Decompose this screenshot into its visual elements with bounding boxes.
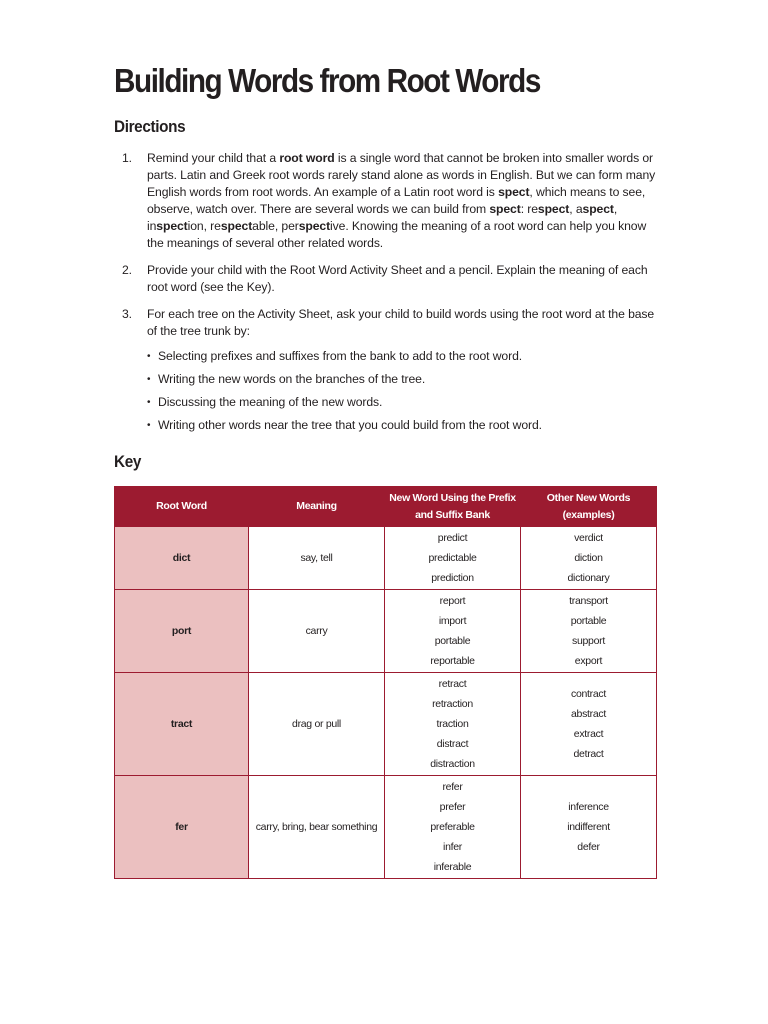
root-word-cell: fer	[115, 776, 249, 879]
step-text-part: ive. Knowing the meaning of a root word can help you know the meanings of several other related words.	[147, 219, 647, 250]
other-word: diction	[574, 552, 603, 564]
step-text-bold: spect	[220, 219, 253, 233]
other-words-cell	[521, 776, 657, 879]
step-text-part: : re	[520, 202, 538, 216]
direction-step	[122, 262, 662, 296]
table-row	[115, 673, 657, 776]
new-word: refer	[442, 781, 463, 793]
new-word: report	[439, 595, 466, 607]
step-text-part: , in	[147, 202, 618, 233]
new-word: preferable	[430, 821, 475, 833]
new-word: distraction	[430, 758, 475, 770]
key-heading: Key	[114, 452, 141, 471]
step-text-part: , which means to see, observe, watch over. There are several words we can build from	[147, 185, 646, 216]
other-word: support	[572, 635, 605, 647]
new-word: retraction	[432, 698, 473, 710]
step-text-part: For each tree on the Activity Sheet, ask your child to build words using the root word at the base of the tree trunk by:	[147, 307, 655, 338]
new-word: distract	[436, 738, 469, 750]
directions-heading: Directions	[114, 117, 186, 136]
new-word: retract	[438, 678, 467, 690]
other-word: inference	[568, 801, 609, 813]
meaning-cell: drag or pull	[249, 673, 385, 776]
step-text-bold: spect	[156, 219, 188, 233]
new-word: predictable	[428, 552, 477, 564]
root-word-cell: port	[115, 590, 249, 673]
step-text-part: is a single word that cannot be broken into smaller words or parts. Latin and Greek root words rarely stand alone as words in English. But we can form many English words from root words. An example of a Latin root word is	[147, 151, 656, 199]
header-other-words: Other New Words (examples)	[521, 487, 657, 527]
other-word: abstract	[571, 708, 606, 720]
meaning-cell: carry, bring, bear something	[249, 776, 385, 879]
bullet-item: • Discussing the meaning of the new words.	[147, 394, 662, 411]
bullet-list	[147, 348, 662, 434]
other-word: detract	[573, 748, 604, 760]
new-words-cell	[385, 673, 521, 776]
step-text-bold: spect	[489, 202, 521, 216]
bullet-item: • Writing other words near the tree that you could build from the root word.	[147, 417, 662, 434]
step-number: 1.	[122, 151, 132, 165]
step-text-part: Provide your child with the Root Word Activity Sheet and a pencil. Explain the meaning of each root word (see the Key).	[147, 263, 648, 294]
header-meaning: Meaning	[249, 487, 385, 527]
new-word: infer	[443, 841, 462, 853]
header-new-word: New Word Using the Prefix and Suffix Bank	[385, 487, 521, 527]
table-row	[115, 776, 657, 879]
other-word: export	[574, 655, 603, 667]
root-word-cell: dict	[115, 527, 249, 590]
table-row	[115, 590, 657, 673]
step-text	[147, 262, 662, 296]
meaning-cell: carry	[249, 590, 385, 673]
root-word-key-table	[114, 486, 657, 879]
other-word: indifferent	[567, 821, 610, 833]
other-word: portable	[570, 615, 607, 627]
other-words-cell	[521, 590, 657, 673]
other-words-cell	[521, 673, 657, 776]
step-text-bold: spect	[498, 185, 530, 199]
other-word: transport	[569, 595, 608, 607]
other-word: extract	[573, 728, 604, 740]
other-word: dictionary	[567, 572, 610, 584]
other-word: contract	[571, 688, 606, 700]
bullet-item: • Selecting prefixes and suffixes from the bank to add to the root word.	[147, 348, 662, 365]
new-words-cell	[385, 776, 521, 879]
direction-step	[122, 150, 662, 252]
new-word: prefer	[439, 801, 466, 813]
table-row	[115, 527, 657, 590]
step-text-bold: spect	[582, 202, 614, 216]
new-word: inferable	[433, 861, 472, 873]
step-number: 3.	[122, 307, 132, 321]
step-number: 2.	[122, 263, 132, 277]
step-text-bold: spect	[537, 202, 570, 216]
step-text-part: ion, re	[187, 219, 221, 233]
meaning-cell: say, tell	[249, 527, 385, 590]
step-text-part: , a	[569, 202, 583, 216]
step-text	[147, 150, 662, 252]
root-word-cell: tract	[115, 673, 249, 776]
other-words-cell	[521, 527, 657, 590]
header-root-word: Root Word	[115, 487, 249, 527]
bullet-item: • Writing the new words on the branches of the tree.	[147, 371, 662, 388]
directions-list	[122, 150, 662, 440]
page-title: Building Words from Root Words	[114, 62, 540, 99]
step-text-part: able, per	[252, 219, 299, 233]
direction-step	[122, 306, 662, 434]
table-header-row	[115, 487, 657, 527]
new-word: predict	[437, 532, 468, 544]
new-word: import	[438, 615, 467, 627]
step-text-bold: root word	[279, 151, 335, 165]
other-word: defer	[577, 841, 600, 853]
other-word: verdict	[574, 532, 603, 544]
new-words-cell	[385, 527, 521, 590]
new-words-cell	[385, 590, 521, 673]
step-text	[147, 306, 662, 340]
new-word: portable	[434, 635, 471, 647]
new-word: traction	[436, 718, 469, 730]
step-text-bold: spect	[298, 219, 331, 233]
new-word: prediction	[431, 572, 474, 584]
new-word: reportable	[430, 655, 475, 667]
step-text-part: Remind your child that a	[147, 151, 280, 165]
